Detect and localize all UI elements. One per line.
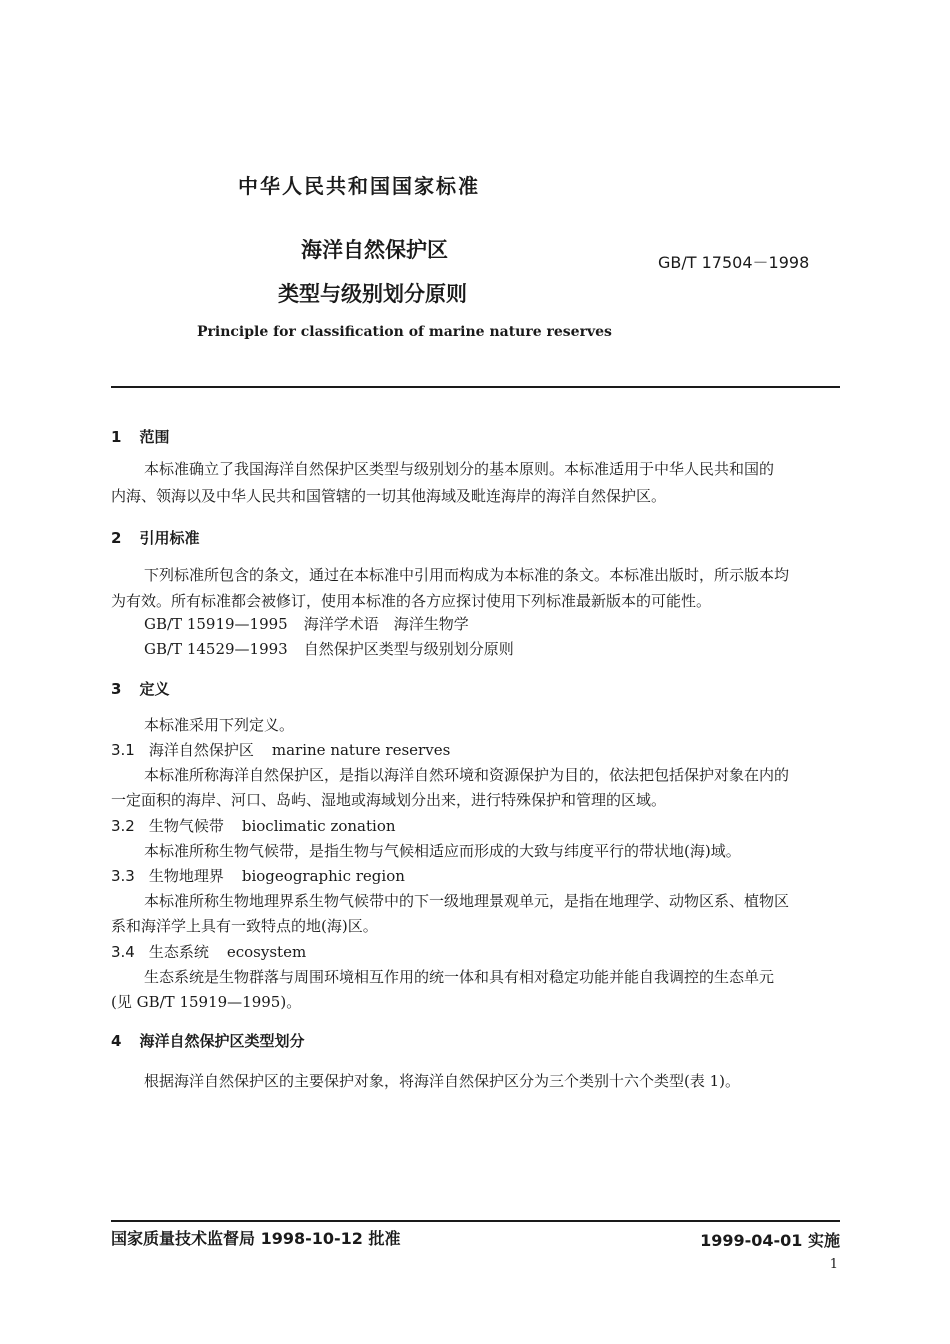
section-1-heading — [111, 426, 169, 447]
definition-term: 生物地理界 — [148, 867, 224, 885]
definition-heading — [111, 814, 396, 839]
definition-heading — [111, 940, 306, 965]
standard-code: GB/T 17504－1998 — [658, 253, 810, 272]
section-number: 4 — [111, 1032, 122, 1050]
approval-date: 国家质量技术监督局 1998-10-12 批准 — [111, 1229, 401, 1248]
effective-date: 1999-04-01 实施 — [700, 1231, 840, 1250]
reference-code: GB/T 15919—1995 — [144, 615, 288, 633]
page-number: 1 — [829, 1257, 838, 1272]
paragraph-line: 本标准所称生物气候带，是指生物与气候相适应而形成的大致与纬度平行的带状地(海)域。 — [144, 842, 741, 860]
definition-number: 3.2 — [111, 817, 135, 835]
header-rule — [111, 386, 840, 388]
definition-english: ecosystem — [226, 943, 307, 961]
definition-term: 生物气候带 — [148, 817, 224, 835]
reference-code: GB/T 14529—1993 — [144, 640, 288, 658]
section-title: 引用标准 — [139, 529, 200, 547]
paragraph-line: 内海、领海以及中华人民共和国管辖的一切其他海域及毗连海岸的海洋自然保护区。 — [111, 487, 667, 505]
reference-title: 自然保护区类型与级别划分原则 — [303, 640, 514, 658]
paragraph-line: (见 GB/T 15919—1995)。 — [111, 993, 302, 1011]
reference-title: 海洋学术语 海洋生物学 — [303, 615, 469, 633]
paragraph-line: 本标准确立了我国海洋自然保护区类型与级别划分的基本原则。本标准适用于中华人民共和国的 — [144, 460, 775, 478]
section-3-heading — [111, 678, 169, 699]
reference-item — [144, 637, 514, 662]
section-number: 2 — [111, 529, 122, 547]
paragraph-line: 系和海洋学上具有一致特点的地(海)区。 — [111, 917, 378, 935]
english-title: Principle for classification of marine nature reserves — [197, 324, 612, 340]
section-2-heading — [111, 527, 199, 548]
definition-heading — [111, 864, 405, 889]
title-line-2: 类型与级别划分原则 — [278, 282, 467, 306]
national-standard-heading: 中华人民共和国国家标准 — [238, 174, 480, 198]
reference-item — [144, 612, 469, 637]
paragraph-line: 生态系统是生物群落与周围环境相互作用的统一体和具有相对稳定功能并能自我调控的生态单元 — [144, 968, 775, 986]
section-title: 定义 — [139, 680, 170, 698]
definition-english: biogeographic region — [241, 867, 405, 885]
paragraph-line: 一定面积的海岸、河口、岛屿、湿地或海域划分出来，进行特殊保护和管理的区域。 — [111, 791, 667, 809]
section-title: 海洋自然保护区类型划分 — [139, 1032, 305, 1050]
paragraph-line: 本标准采用下列定义。 — [144, 716, 295, 734]
paragraph-line: 根据海洋自然保护区的主要保护对象，将海洋自然保护区分为三个类别十六个类型(表 1)。 — [144, 1072, 741, 1090]
title-line-1: 海洋自然保护区 — [301, 238, 448, 262]
definition-term: 海洋自然保护区 — [148, 741, 254, 759]
paragraph-line: 本标准所称生物地理界系生物气候带中的下一级地理景观单元，是指在地理学、动物区系、植物区 — [144, 892, 790, 910]
definition-heading — [111, 738, 450, 763]
paragraph-line: 为有效。所有标准都会被修订，使用本标准的各方应探讨使用下列标准最新版本的可能性。 — [111, 592, 712, 610]
definition-term: 生态系统 — [148, 943, 209, 961]
section-4-heading — [111, 1030, 304, 1051]
definition-english: marine nature reserves — [271, 741, 451, 759]
definition-number: 3.1 — [111, 741, 135, 759]
definition-english: bioclimatic zonation — [241, 817, 396, 835]
section-number: 1 — [111, 428, 122, 446]
definition-number: 3.3 — [111, 867, 135, 885]
footer-rule — [111, 1220, 840, 1222]
definition-number: 3.4 — [111, 943, 135, 961]
paragraph-line: 下列标准所包含的条文，通过在本标准中引用而构成为本标准的条文。本标准出版时，所示版本均 — [144, 566, 790, 584]
paragraph-line: 本标准所称海洋自然保护区，是指以海洋自然环境和资源保护为目的，依法把包括保护对象在内的 — [144, 766, 790, 784]
section-number: 3 — [111, 680, 122, 698]
section-title: 范围 — [139, 428, 170, 446]
